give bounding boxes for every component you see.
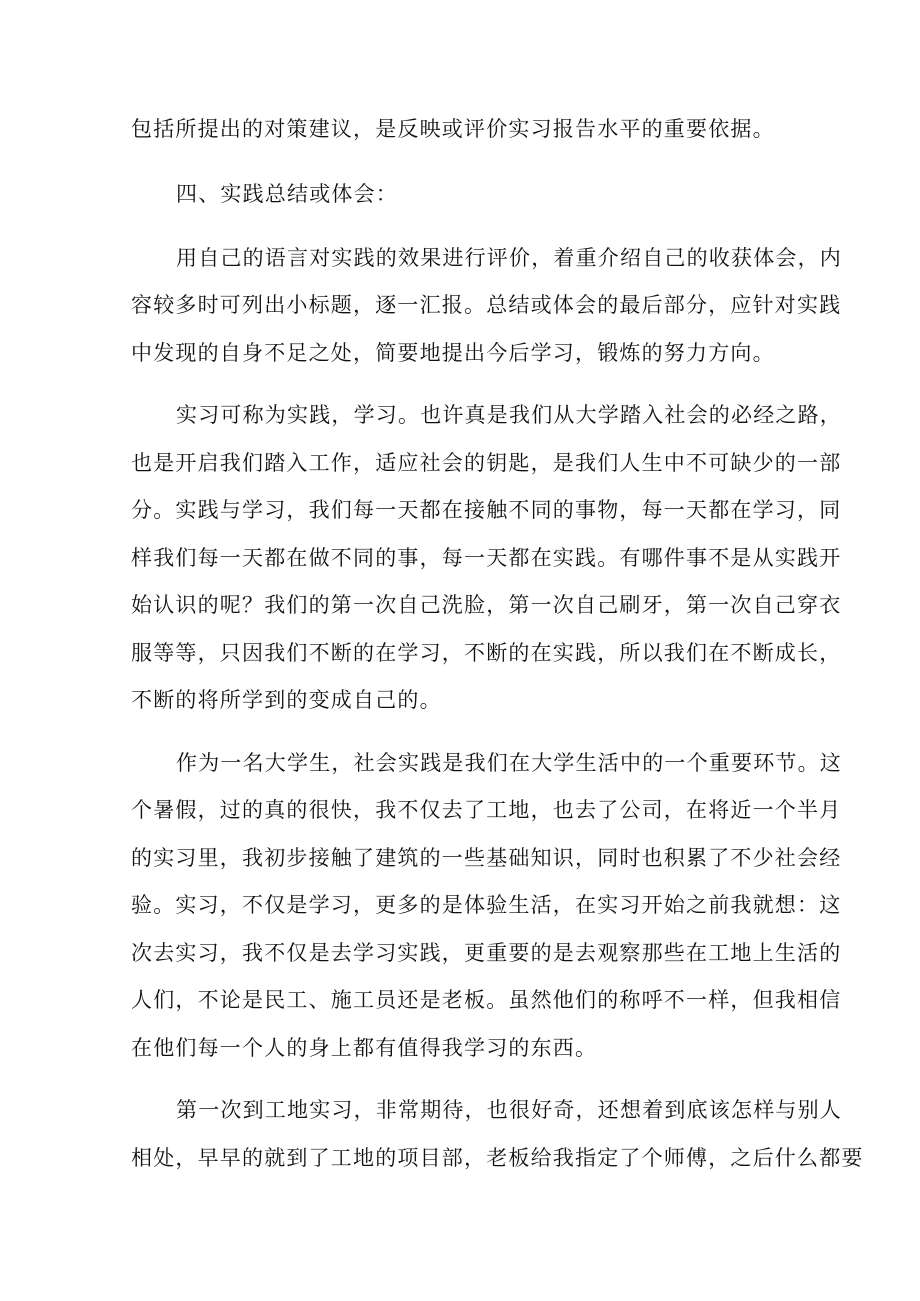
- text-line: 在他们每一个人的身上都有值得我学习的东西。: [131, 1036, 598, 1060]
- text-line: 实习可称为实践，学习。也许真是我们从大学踏入社会的必经之路，: [176, 403, 842, 427]
- text-line: 始认识的呢？我们的第一次自己洗脸，第一次自己刷牙，第一次自己穿衣: [131, 593, 842, 617]
- text-line: 不断的将所学到的变成自己的。: [131, 688, 442, 712]
- text-line: 人们，不论是民工、施工员还是老板。虽然他们的称呼不一样，但我相信: [131, 988, 842, 1012]
- text-line: 样我们每一天都在做不同的事，每一天都在实践。有哪件事不是从实践开: [131, 546, 842, 570]
- text-line: 个暑假，过的真的很快，我不仅去了工地，也去了公司，在将近一个半月: [131, 798, 842, 822]
- text-line: 相处，早早的就到了工地的项目部，老板给我指定了个师傅，之后什么都要: [131, 1146, 864, 1170]
- text-line: 中发现的自身不足之处，简要地提出今后学习，锻炼的努力方向。: [131, 341, 775, 365]
- text-line: 服等等，只因我们不断的在学习，不断的在实践，所以我们在不断成长，: [131, 641, 842, 665]
- text-line: 验。实习，不仅是学习，更多的是体验生活，在实习开始之前我就想：这: [131, 893, 842, 917]
- text-line: 的实习里，我初步接触了建筑的一些基础知识，同时也积累了不少社会经: [131, 846, 842, 870]
- text-line: 次去实习，我不仅是去学习实践，更重要的是去观察那些在工地上生活的: [131, 941, 842, 965]
- text-line: 第一次到工地实习，非常期待，也很好奇，还想着到底该怎样与别人: [176, 1098, 842, 1122]
- text-line: 容较多时可列出小标题，逐一汇报。总结或体会的最后部分，应针对实践: [131, 293, 842, 317]
- section-heading: 四、实践总结或体会：: [176, 182, 398, 206]
- text-line: 分。实践与学习，我们每一天都在接触不同的事物，每一天都在学习，同: [131, 498, 842, 522]
- text-line: 也是开启我们踏入工作，适应社会的钥匙，是我们人生中不可缺少的一部: [131, 451, 842, 475]
- text-line: 用自己的语言对实践的效果进行评价，着重介绍自己的收获体会，内: [176, 246, 842, 270]
- text-line: 包括所提出的对策建议，是反映或评价实习报告水平的重要依据。: [131, 117, 775, 141]
- text-line: 作为一名大学生，社会实践是我们在大学生活中的一个重要环节。这: [176, 751, 842, 775]
